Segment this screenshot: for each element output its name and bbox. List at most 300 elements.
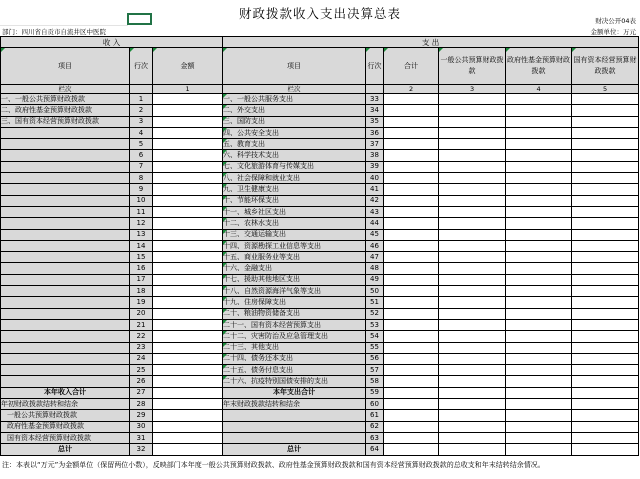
- expense-row-no: 56: [366, 353, 384, 364]
- expense-total-no: 59: [366, 387, 384, 398]
- income-item: [1, 308, 130, 319]
- income-row-no: 4: [130, 127, 153, 138]
- expense-amount[interactable]: [439, 127, 506, 138]
- expense-amount[interactable]: [384, 376, 439, 387]
- income-row-no: 1: [130, 94, 153, 105]
- expense-amount[interactable]: [506, 150, 572, 161]
- expense-amount[interactable]: [506, 127, 572, 138]
- expense-item: 一、一般公共服务支出: [223, 94, 366, 105]
- cell[interactable]: [439, 399, 506, 410]
- income-row-no: 7: [130, 161, 153, 172]
- income-amount[interactable]: [153, 365, 223, 376]
- expense-item: 十七、援助其他地区支出: [223, 274, 366, 285]
- income-row-header: 行次: [130, 48, 153, 85]
- expense-amount[interactable]: [384, 94, 439, 105]
- expense-amount[interactable]: [572, 376, 639, 387]
- expense-amount[interactable]: [572, 240, 639, 251]
- income-amount[interactable]: [153, 252, 223, 263]
- income-amount[interactable]: [153, 105, 223, 116]
- expense-amount[interactable]: [506, 161, 572, 172]
- expense-amount[interactable]: [439, 195, 506, 206]
- expense-item: 十三、交通运输支出: [223, 229, 366, 240]
- income-item: [1, 376, 130, 387]
- expense-amount[interactable]: [572, 263, 639, 274]
- expense-amount[interactable]: [439, 161, 506, 172]
- expense-amount[interactable]: [439, 150, 506, 161]
- cell[interactable]: [384, 444, 439, 455]
- income-row-no: 17: [130, 274, 153, 285]
- income-amount[interactable]: [153, 263, 223, 274]
- income-item: [1, 263, 130, 274]
- table-row: [1, 218, 639, 229]
- expense-item: 十四、资源勘探工业信息等支出: [223, 240, 366, 251]
- expense-amount[interactable]: [572, 297, 639, 308]
- selected-cell[interactable]: [127, 13, 152, 25]
- expense-amount[interactable]: [384, 206, 439, 217]
- cell[interactable]: [572, 410, 639, 421]
- income-amount[interactable]: [153, 161, 223, 172]
- carry-general-label: 一般公共预算财政拨款: [1, 410, 130, 421]
- grand-total-left-no: 32: [130, 444, 153, 455]
- expense-amount[interactable]: [572, 218, 639, 229]
- expense-amount[interactable]: [384, 240, 439, 251]
- expense-amount[interactable]: [506, 342, 572, 353]
- income-amount[interactable]: [153, 94, 223, 105]
- income-row-no: 18: [130, 286, 153, 297]
- income-row-no: 2: [130, 105, 153, 116]
- income-item: [1, 274, 130, 285]
- table-row: [1, 240, 639, 251]
- unit-label: 金额单位：万元: [590, 28, 636, 36]
- expense-row-no: 53: [366, 319, 384, 330]
- expense-amount[interactable]: [439, 353, 506, 364]
- expense-row-no: 33: [366, 94, 384, 105]
- table-row: [1, 353, 639, 364]
- income-row-no: 21: [130, 319, 153, 330]
- income-amount[interactable]: [153, 139, 223, 150]
- table-row: [1, 127, 639, 138]
- expense-amount[interactable]: [572, 229, 639, 240]
- expense-amount[interactable]: [439, 342, 506, 353]
- expense-row-no: 47: [366, 252, 384, 263]
- expense-amount[interactable]: [439, 105, 506, 116]
- income-item: [1, 161, 130, 172]
- row-63: 63: [366, 432, 384, 443]
- expense-amount[interactable]: [572, 365, 639, 376]
- expense-amount[interactable]: [384, 161, 439, 172]
- expense-amount[interactable]: [506, 94, 572, 105]
- cell[interactable]: [384, 432, 439, 443]
- expense-amount[interactable]: [572, 161, 639, 172]
- expense-amount[interactable]: [572, 94, 639, 105]
- expense-amount[interactable]: [572, 286, 639, 297]
- expense-amount[interactable]: [439, 116, 506, 127]
- expense-item: 十一、城乡社区支出: [223, 206, 366, 217]
- income-row-no: 3: [130, 116, 153, 127]
- cell[interactable]: [506, 421, 572, 432]
- expense-amount[interactable]: [384, 365, 439, 376]
- expense-amount[interactable]: [506, 252, 572, 263]
- expense-amount[interactable]: [506, 229, 572, 240]
- lanci-blank-2: [366, 85, 384, 94]
- income-item: [1, 353, 130, 364]
- expense-amount[interactable]: [384, 229, 439, 240]
- expense-amount[interactable]: [439, 252, 506, 263]
- expense-amount[interactable]: [439, 297, 506, 308]
- expense-item: 十二、农林水支出: [223, 218, 366, 229]
- income-item: [1, 365, 130, 376]
- form-code: 财决公开04表: [595, 17, 636, 25]
- expense-amount[interactable]: [572, 150, 639, 161]
- expense-item: 二十、粮油物资储备支出: [223, 308, 366, 319]
- blank-label: [223, 410, 366, 421]
- table-row: [1, 105, 639, 116]
- table-row: [1, 297, 639, 308]
- income-item: [1, 195, 130, 206]
- table-row: [1, 229, 639, 240]
- expense-amount[interactable]: [384, 150, 439, 161]
- expense-amount[interactable]: [384, 116, 439, 127]
- table-row: [1, 173, 639, 184]
- cell[interactable]: [506, 444, 572, 455]
- income-amount[interactable]: [153, 274, 223, 285]
- expense-amount[interactable]: [439, 94, 506, 105]
- expense-amount[interactable]: [506, 218, 572, 229]
- income-row-no: 20: [130, 308, 153, 319]
- expense-amount[interactable]: [506, 240, 572, 251]
- table-row: [1, 150, 639, 161]
- income-row-no: 5: [130, 139, 153, 150]
- income-amount[interactable]: [153, 150, 223, 161]
- expense-amount[interactable]: [506, 286, 572, 297]
- cell[interactable]: [384, 410, 439, 421]
- expense-row-no: 36: [366, 127, 384, 138]
- income-item: [1, 286, 130, 297]
- expense-item: 二十二、灾害防治及应急管理支出: [223, 331, 366, 342]
- cell[interactable]: [572, 432, 639, 443]
- expense-amount[interactable]: [506, 173, 572, 184]
- expense-amount[interactable]: [384, 252, 439, 263]
- income-row-no: 9: [130, 184, 153, 195]
- cell[interactable]: [506, 399, 572, 410]
- expense-row-no: 50: [366, 286, 384, 297]
- income-amount[interactable]: [153, 127, 223, 138]
- cell[interactable]: [572, 399, 639, 410]
- expense-row-no: 39: [366, 161, 384, 172]
- carry-general-no: 29: [130, 410, 153, 421]
- table-row: [1, 139, 639, 150]
- lanci-5: 5: [572, 85, 639, 94]
- cell[interactable]: [153, 421, 223, 432]
- income-amount[interactable]: [153, 184, 223, 195]
- expense-amount[interactable]: [572, 127, 639, 138]
- cell[interactable]: [153, 410, 223, 421]
- expense-amount[interactable]: [384, 263, 439, 274]
- expense-row-no: 57: [366, 365, 384, 376]
- expense-amount[interactable]: [384, 105, 439, 116]
- income-total-no: 27: [130, 387, 153, 398]
- expense-amount[interactable]: [439, 274, 506, 285]
- report-title: 财政拨款收入支出决算总表: [238, 6, 401, 21]
- expense-amount[interactable]: [572, 353, 639, 364]
- expense-row-no: 55: [366, 342, 384, 353]
- expense-amount[interactable]: [384, 127, 439, 138]
- table-row: [1, 161, 639, 172]
- expense-amount[interactable]: [572, 308, 639, 319]
- table-row: [1, 342, 639, 353]
- expense-item: 三、国防支出: [223, 116, 366, 127]
- expense-row-no: 35: [366, 116, 384, 127]
- cell[interactable]: [384, 421, 439, 432]
- expense-amount[interactable]: [384, 342, 439, 353]
- lanci-1: 1: [153, 85, 223, 94]
- table-row: [1, 263, 639, 274]
- expense-amount[interactable]: [384, 195, 439, 206]
- expense-amount[interactable]: [572, 139, 639, 150]
- income-row-no: 11: [130, 206, 153, 217]
- income-amount[interactable]: [153, 319, 223, 330]
- expense-amount[interactable]: [384, 308, 439, 319]
- expense-amount[interactable]: [572, 173, 639, 184]
- expense-row-no: 37: [366, 139, 384, 150]
- cell[interactable]: [572, 387, 639, 398]
- income-amount[interactable]: [153, 195, 223, 206]
- cell[interactable]: [439, 410, 506, 421]
- expense-amount[interactable]: [572, 184, 639, 195]
- grand-total-right-no: 64: [366, 444, 384, 455]
- expense-amount[interactable]: [572, 331, 639, 342]
- cell[interactable]: [384, 399, 439, 410]
- carry-end-label: 年末财政拨款结转和结余: [223, 399, 366, 410]
- income-row-no: 13: [130, 229, 153, 240]
- footnote: 注：本表以“万元”为金额单位（保留两位小数），反映部门本年度一般公共预算财政拨款、政府性基金预算财政拨款和国有资本经营预算财政拨款的总收支和年末结转结余情况。: [2, 461, 545, 469]
- income-item: [1, 319, 130, 330]
- income-total-label: 本年收入合计: [1, 387, 130, 398]
- carry-fund-label: 政府性基金预算财政拨款: [1, 421, 130, 432]
- expense-amount[interactable]: [506, 297, 572, 308]
- cell[interactable]: [153, 444, 223, 455]
- expense-row-no: 40: [366, 173, 384, 184]
- expense-row-header: 行次: [366, 48, 384, 85]
- expense-general-header: 一般公共预算财政拨款: [439, 48, 506, 85]
- table-row: [1, 286, 639, 297]
- report-table: [0, 36, 639, 456]
- expense-amount[interactable]: [439, 229, 506, 240]
- cell[interactable]: [153, 432, 223, 443]
- grid-cell-a1[interactable]: [0, 14, 128, 26]
- expense-amount[interactable]: [439, 184, 506, 195]
- expense-amount[interactable]: [572, 195, 639, 206]
- expense-amount[interactable]: [506, 195, 572, 206]
- income-amount[interactable]: [153, 240, 223, 251]
- income-row-no: 6: [130, 150, 153, 161]
- expense-amount[interactable]: [572, 206, 639, 217]
- income-amount[interactable]: [153, 342, 223, 353]
- expense-amount[interactable]: [572, 116, 639, 127]
- expense-amount[interactable]: [506, 139, 572, 150]
- cell[interactable]: [439, 432, 506, 443]
- expense-amount[interactable]: [384, 297, 439, 308]
- expense-amount[interactable]: [506, 206, 572, 217]
- carry-fund-no: 30: [130, 421, 153, 432]
- cell[interactable]: [153, 399, 223, 410]
- income-row-no: 8: [130, 173, 153, 184]
- expense-item: 十五、商业服务业等支出: [223, 252, 366, 263]
- income-amount[interactable]: [153, 286, 223, 297]
- cell[interactable]: [572, 421, 639, 432]
- expense-amount[interactable]: [384, 319, 439, 330]
- table-row: [1, 116, 639, 127]
- expense-amount[interactable]: [572, 252, 639, 263]
- expense-amount[interactable]: [439, 286, 506, 297]
- income-item: [1, 218, 130, 229]
- department-label: 部门：四川省自贡市自流井区中医院: [2, 28, 106, 36]
- expense-amount[interactable]: [506, 184, 572, 195]
- expense-item: 八、社会保障和就业支出: [223, 173, 366, 184]
- blank-label: [223, 432, 366, 443]
- carry-end-no: 60: [366, 399, 384, 410]
- income-amount[interactable]: [153, 308, 223, 319]
- expense-amount[interactable]: [506, 274, 572, 285]
- cell[interactable]: [506, 410, 572, 421]
- expense-amount[interactable]: [384, 184, 439, 195]
- expense-amount[interactable]: [506, 331, 572, 342]
- row-61: 61: [366, 410, 384, 421]
- expense-amount[interactable]: [572, 342, 639, 353]
- grand-total-left-label: 总计: [1, 444, 130, 455]
- income-item: [1, 297, 130, 308]
- cell[interactable]: [506, 387, 572, 398]
- table-row: [1, 331, 639, 342]
- expense-amount[interactable]: [506, 353, 572, 364]
- income-amount[interactable]: [153, 229, 223, 240]
- expense-amount[interactable]: [506, 105, 572, 116]
- income-item: [1, 229, 130, 240]
- expense-item: 二十五、债务付息支出: [223, 365, 366, 376]
- expense-item: 六、科学技术支出: [223, 150, 366, 161]
- expense-row-no: 34: [366, 105, 384, 116]
- income-item: [1, 240, 130, 251]
- expense-amount[interactable]: [572, 274, 639, 285]
- expense-amount[interactable]: [439, 240, 506, 251]
- income-row-no: 10: [130, 195, 153, 206]
- expense-amount[interactable]: [384, 274, 439, 285]
- expense-amount[interactable]: [384, 173, 439, 184]
- table-row: [1, 94, 639, 105]
- expense-row-no: 45: [366, 229, 384, 240]
- income-item: [1, 127, 130, 138]
- table-row: [1, 195, 639, 206]
- expense-amount[interactable]: [439, 206, 506, 217]
- income-amount[interactable]: [153, 218, 223, 229]
- expense-total-header: 合计: [384, 48, 439, 85]
- expense-total-label: 本年支出合计: [223, 387, 366, 398]
- expense-amount[interactable]: [439, 308, 506, 319]
- expense-amount[interactable]: [439, 331, 506, 342]
- income-item: 一、一般公共预算财政拨款: [1, 94, 130, 105]
- table-row: [1, 376, 639, 387]
- carry-state-label: 国有资本经营预算财政拨款: [1, 432, 130, 443]
- expense-amount[interactable]: [384, 331, 439, 342]
- income-item: [1, 139, 130, 150]
- expense-row-no: 58: [366, 376, 384, 387]
- income-item: [1, 252, 130, 263]
- table-row: [1, 365, 639, 376]
- expense-amount[interactable]: [439, 173, 506, 184]
- expense-row-no: 48: [366, 263, 384, 274]
- table-row: [1, 252, 639, 263]
- expense-amount[interactable]: [439, 319, 506, 330]
- expense-amount[interactable]: [439, 263, 506, 274]
- expense-amount[interactable]: [384, 286, 439, 297]
- income-row-no: 23: [130, 342, 153, 353]
- cell[interactable]: [506, 432, 572, 443]
- income-amount[interactable]: [153, 376, 223, 387]
- expense-amount[interactable]: [506, 376, 572, 387]
- income-amount[interactable]: [153, 353, 223, 364]
- expense-amount[interactable]: [506, 116, 572, 127]
- expense-amount[interactable]: [439, 376, 506, 387]
- expense-amount[interactable]: [384, 139, 439, 150]
- expense-amount[interactable]: [439, 365, 506, 376]
- expense-item: 二十四、债务还本支出: [223, 353, 366, 364]
- expense-amount[interactable]: [439, 139, 506, 150]
- income-amount[interactable]: [153, 297, 223, 308]
- grand-total-right-label: 总计: [223, 444, 366, 455]
- expense-amount[interactable]: [384, 218, 439, 229]
- income-total-amount[interactable]: [153, 387, 223, 398]
- cell[interactable]: [439, 444, 506, 455]
- expense-item: 四、公共安全支出: [223, 127, 366, 138]
- cell[interactable]: [439, 387, 506, 398]
- income-row-no: 24: [130, 353, 153, 364]
- expense-amount[interactable]: [506, 308, 572, 319]
- income-item: [1, 331, 130, 342]
- expense-item: 五、教育支出: [223, 139, 366, 150]
- table-row: [1, 184, 639, 195]
- income-amount[interactable]: [153, 331, 223, 342]
- income-item: 三、国有资本经营预算财政拨款: [1, 116, 130, 127]
- expense-amount[interactable]: [572, 319, 639, 330]
- expense-item: 十六、金融支出: [223, 263, 366, 274]
- expense-amount[interactable]: [506, 319, 572, 330]
- income-amount[interactable]: [153, 206, 223, 217]
- table-row: [1, 274, 639, 285]
- expense-state-header: 国有资本经营预算财政拨款: [572, 48, 639, 85]
- expense-amount[interactable]: [572, 105, 639, 116]
- expense-row-no: 52: [366, 308, 384, 319]
- expense-item: 七、文化旅游体育与传媒支出: [223, 161, 366, 172]
- income-amount[interactable]: [153, 116, 223, 127]
- row-62: 62: [366, 421, 384, 432]
- lanci-3: 3: [439, 85, 506, 94]
- expense-amount[interactable]: [506, 263, 572, 274]
- income-item: [1, 150, 130, 161]
- lanci-label-2: 栏次: [223, 85, 366, 94]
- expense-row-no: 54: [366, 331, 384, 342]
- income-row-no: 14: [130, 240, 153, 251]
- expense-amount[interactable]: [384, 353, 439, 364]
- expense-item: 十、节能环保支出: [223, 195, 366, 206]
- expense-amount[interactable]: [439, 218, 506, 229]
- cell[interactable]: [572, 444, 639, 455]
- expense-amount[interactable]: [506, 365, 572, 376]
- income-amount[interactable]: [153, 173, 223, 184]
- expense-item: 二十六、抗疫特别国债安排的支出: [223, 376, 366, 387]
- cell[interactable]: [439, 421, 506, 432]
- lanci-blank: [130, 85, 153, 94]
- cell[interactable]: [384, 387, 439, 398]
